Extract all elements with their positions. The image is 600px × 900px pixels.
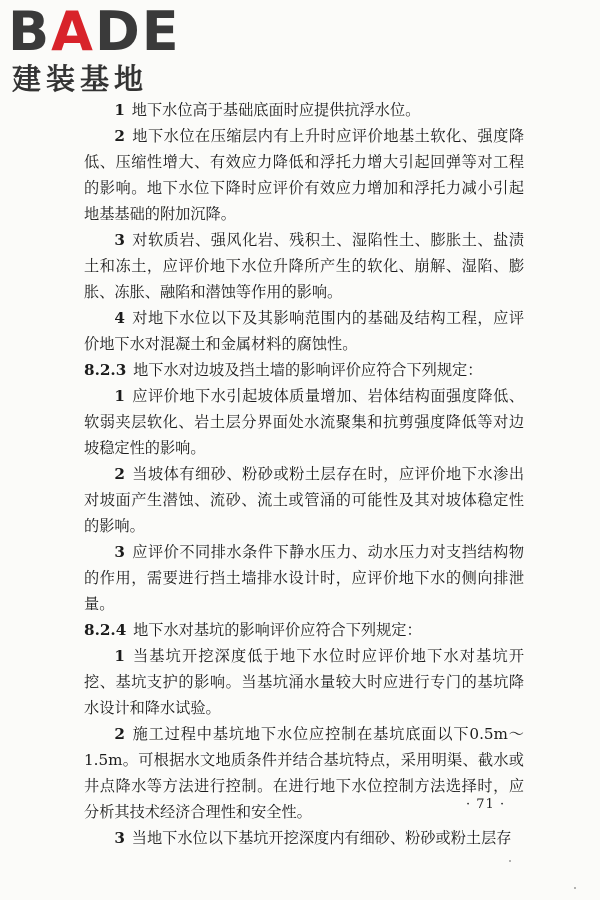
scan-speck <box>509 860 511 862</box>
clause-number: 1 <box>114 387 125 405</box>
logo-subtitle: 建装基地 <box>12 62 149 96</box>
document-body <box>84 97 524 851</box>
clause-number: 8.2.4 <box>84 621 127 639</box>
clause-item <box>84 123 524 227</box>
clause-number: 2 <box>114 725 125 743</box>
clause-item <box>84 305 524 357</box>
clause-text: 地下水对边坡及挡土墙的影响评价应符合下列规定： <box>133 361 483 379</box>
clause-number: 2 <box>114 127 125 145</box>
clause-text: 地下水对基坑的影响评价应符合下列规定： <box>133 621 422 639</box>
clause-text: 对地下水位以下及其影响范围内的基础及结构工程，应评价地下水对混凝土和金属材料的腐蚀性。 <box>84 309 524 353</box>
logo-wordmark: BADE <box>8 0 181 63</box>
bade-logo <box>8 0 181 100</box>
clause-number: 4 <box>114 309 125 327</box>
section-heading <box>84 617 524 643</box>
clause-number: 8.2.3 <box>84 361 127 379</box>
clause-text: 地下水位高于基础底面时应提供抗浮水位。 <box>131 101 421 119</box>
clause-number: 3 <box>114 829 125 847</box>
clause-item <box>84 97 524 123</box>
clause-number: 1 <box>114 647 125 665</box>
clause-number: 3 <box>114 231 125 249</box>
clause-text: 当坡体有细砂、粉砂或粉土层存在时，应评价地下水渗出对坡面产生潜蚀、流砂、流土或管涌的可能性及其对坡体稳定性的影响。 <box>84 465 524 535</box>
clause-item <box>84 825 524 851</box>
clause-item <box>84 539 524 617</box>
clause-number: 2 <box>114 465 125 483</box>
clause-number: 3 <box>114 543 125 561</box>
clause-text: 对软质岩、强风化岩、残积土、湿陷性土、膨胀土、盐渍土和冻土，应评价地下水位升降所产生的软化、崩解、湿陷、膨胀、冻胀、融陷和潜蚀等作用的影响。 <box>84 231 524 301</box>
scan-speck <box>574 887 576 889</box>
clause-text: 当地下水位以下基坑开挖深度内有细砂、粉砂或粉土层存 <box>131 829 512 847</box>
clause-number: 1 <box>114 101 125 119</box>
section-heading <box>84 357 524 383</box>
clause-text: 应评价地下水引起坡体质量增加、岩体结构面强度降低、软弱夹层软化、岩土层分界面处水流聚集和抗剪强度降低等对边坡稳定性的影响。 <box>84 387 524 457</box>
clause-text: 应评价不同排水条件下静水压力、动水压力对支挡结构物的作用，需要进行挡土墙排水设计时，应评价地下水的侧向排泄量。 <box>84 543 524 613</box>
clause-item <box>84 643 524 721</box>
clause-item <box>84 383 524 461</box>
clause-item <box>84 461 524 539</box>
clause-text: 当基坑开挖深度低于地下水位时应评价地下水对基坑开挖、基坑支护的影响。当基坑涌水量较大时应进行专门的基坑降水设计和降水试验。 <box>84 647 524 717</box>
clause-text: 地下水位在压缩层内有上升时应评价地基土软化、强度降低、压缩性增大、有效应力降低和浮托力增大引起回弹等对工程的影响。地下水位下降时应评价有效应力增加和浮托力减小引起地基基础的附加沉降。 <box>84 127 524 223</box>
clause-item <box>84 227 524 305</box>
page-number: · 71 · <box>466 797 506 812</box>
clause-item <box>84 721 524 825</box>
clause-text: 施工过程中基坑地下水位应控制在基坑底面以下0.5m～1.5m。可根据水文地质条件并结合基坑特点，采用明渠、截水或井点降水等方法进行控制。在进行地下水位控制方法选择时，应分析其技术经济合理性和安全性。 <box>84 725 524 821</box>
